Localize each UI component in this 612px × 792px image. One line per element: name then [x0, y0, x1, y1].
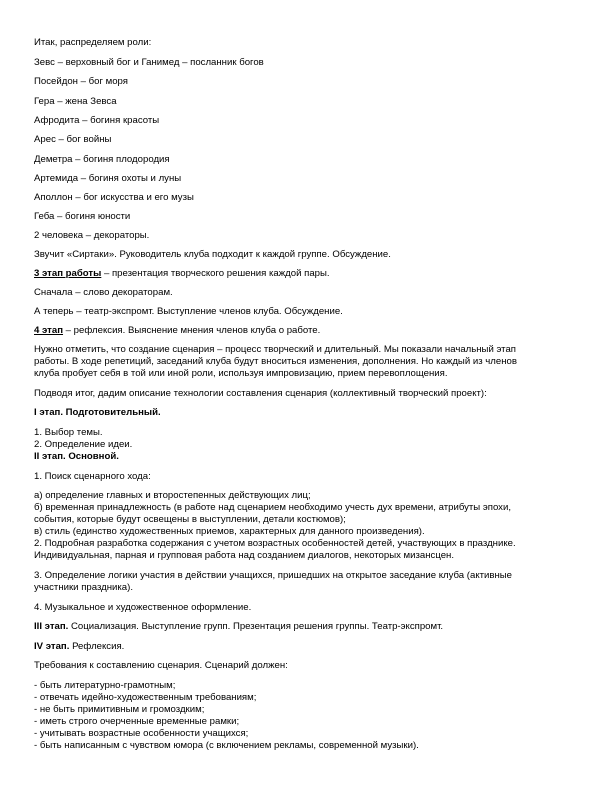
logic-line: 3. Определение логики участия в действии учащихся, пришедших на открытое заседание клуба (активные — [34, 570, 513, 581]
sub-line: в) стиль (единство художественных приемов, характерных для данного произведения). — [34, 526, 425, 537]
role-line: Посейдон – бог моря — [34, 76, 128, 87]
sub-line: события, которые будут освещены в выступлении, детали костюмов); — [34, 514, 346, 525]
requirement-item: - быть написанным с чувством юмора (с включением рекламы, современной музыки). — [34, 740, 419, 751]
stage3b-line — [34, 621, 443, 633]
search-move-line: 1. Поиск сценарного хода: — [34, 471, 151, 482]
requirements-intro: Требования к составлению сценария. Сценарий должен: — [34, 660, 288, 671]
music-line: 4. Музыкальное и художественное оформление. — [34, 602, 252, 613]
role-line: Зевс – верховный бог и Ганимед – посланник богов — [34, 57, 264, 68]
stage3b-label: III этап. — [34, 621, 69, 632]
stage4-label: 4 этап — [34, 325, 64, 336]
role-line: Геба – богиня юности — [34, 211, 131, 222]
stage2-heading: II этап. Основной. — [34, 451, 119, 462]
role-line: Афродита – богиня красоты — [34, 115, 160, 126]
sirtaki-line: Звучит «Сиртаки». Руководитель клуба подходит к каждой группе. Обсуждение. — [34, 249, 391, 260]
note-line: работы. В ходе репетиций, заседаний клуба будут вноситься изменения, дополнения. Но каждый из членов — [34, 356, 517, 367]
sub-line: 2. Подробная разработка содержания с учетом возрастных особенностей детей, участвующих в празднике. — [34, 538, 516, 549]
stage4b-label: IV этап. — [34, 641, 70, 652]
sub-line: Индивидуальная, парная и групповая работа над созданием диалогов, некоторых мизансцен. — [34, 550, 455, 561]
stage3b-text: Социализация. Выступление групп. Презентация решения группы. Театр-экспромт. — [68, 621, 444, 632]
role-line: Деметра – богиня плодородия — [34, 154, 170, 165]
stage3-line — [34, 268, 330, 280]
stage1-heading: I этап. Подготовительный. — [34, 407, 161, 418]
role-line: Гера – жена Зевса — [34, 96, 117, 107]
theatre-line: А теперь – театр-экспромт. Выступление членов клуба. Обсуждение. — [34, 306, 343, 317]
sub-line: б) временная принадлежность (в работе над сценарием необходимо учесть дух времени, атрибуты эпохи, — [34, 502, 512, 513]
stage1-item: 1. Выбор темы. — [34, 427, 103, 438]
requirement-item: - иметь строго очерченные временные рамки; — [34, 716, 240, 727]
stage3-label: 3 этап работы — [34, 268, 102, 279]
requirement-item: - учитывать возрастные особенности учащихся; — [34, 728, 249, 739]
intro-line: Итак, распределяем роли: — [34, 37, 152, 48]
role-line: 2 человека – декораторы. — [34, 230, 150, 241]
logic-line: участники праздника). — [34, 582, 134, 593]
stage3-text: – презентация творческого решения каждой пары. — [101, 268, 330, 279]
stage4-line — [34, 325, 320, 337]
summary-line: Подводя итог, дадим описание технологии составления сценария (коллективный творческий проект): — [34, 388, 487, 399]
note-line: Нужно отметить, что создание сценария – процесс творческий и длительный. Мы показали начальный этап — [34, 344, 516, 355]
stage4-text: – рефлексия. Выяснение мнения членов клуба о работе. — [63, 325, 321, 336]
role-line: Артемида – богиня охоты и луны — [34, 173, 182, 184]
stage4b-line — [34, 641, 124, 653]
decorators-line: Сначала – слово декораторам. — [34, 287, 173, 298]
note-line: клуба пробует себя в той или иной роли, используя импровизацию, прием перевоплощения. — [34, 368, 448, 379]
stage1-item: 2. Определение идеи. — [34, 439, 133, 450]
requirement-item: - не быть примитивным и громоздким; — [34, 704, 205, 715]
stage4b-text: Рефлексия. — [69, 641, 125, 652]
requirement-item: - быть литературно-грамотным; — [34, 680, 176, 691]
role-line: Арес – бог войны — [34, 134, 112, 145]
requirement-item: - отвечать идейно-художественным требованиям; — [34, 692, 257, 703]
sub-line: а) определение главных и второстепенных действующих лиц; — [34, 490, 311, 501]
role-line: Аполлон – бог искусства и его музы — [34, 192, 194, 203]
